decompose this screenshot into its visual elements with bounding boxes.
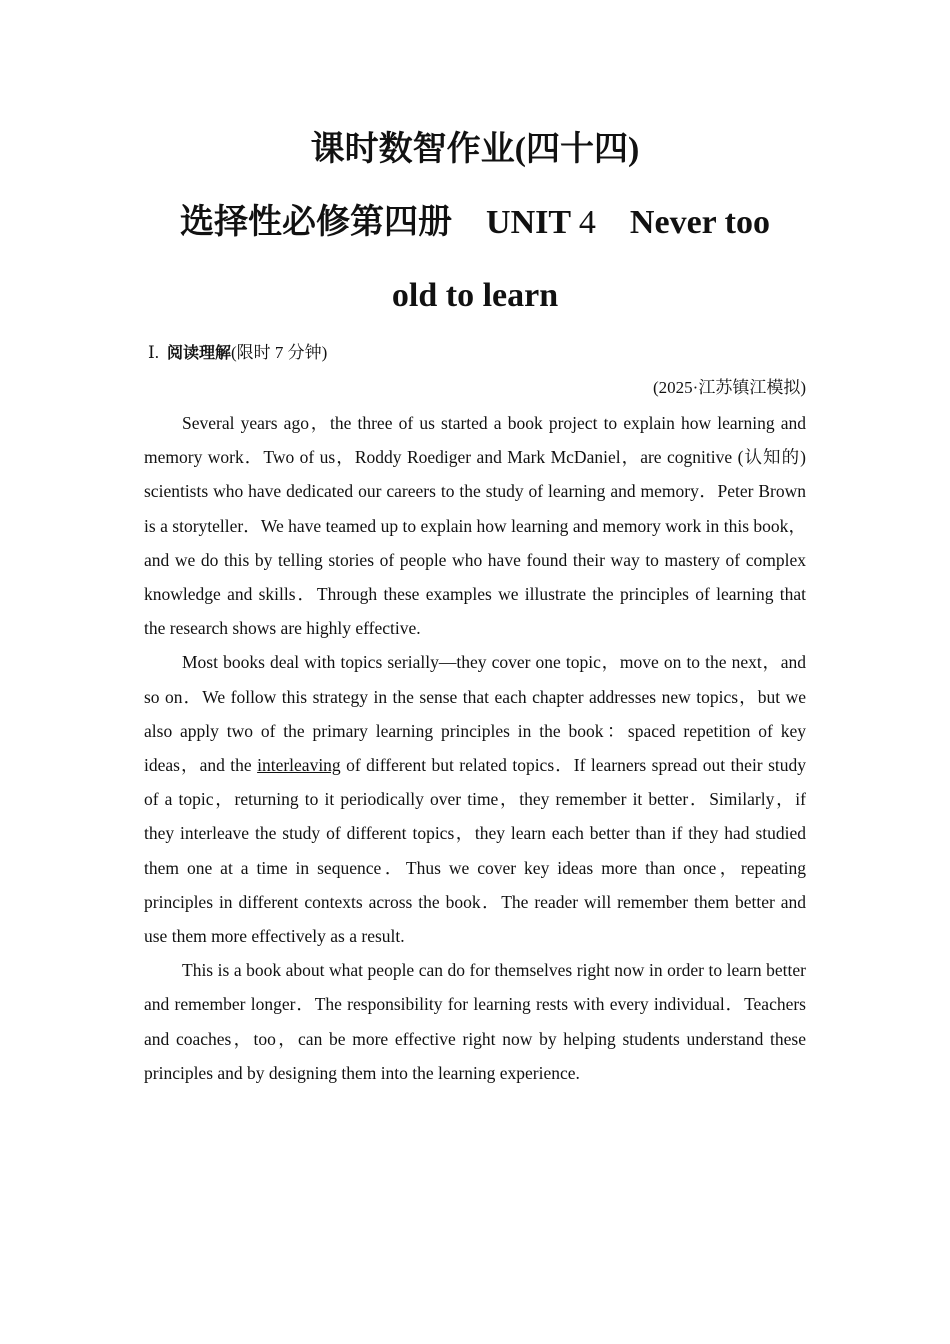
unit-name-part2: old to learn: [391, 277, 559, 314]
section-heading: [144, 338, 806, 368]
textbook-name: 选择性必修第四册: [180, 204, 453, 241]
homework-title: 课时数智作业(四十四): [310, 131, 640, 168]
paragraph-2-text-end: of different but related topics．If learners spread out their study of a topic，returning to it periodically over time，they remember it better．Similarly，if they interleave the study of different topics，they learn each better than if they had studied them one at a time in sequence．Thus we cover key ideas more than once，repeating principles in different contexts across the book．The reader will remember them better and use them more effectively as a result.: [144, 755, 806, 947]
unit-name-part1: Never too: [629, 204, 770, 241]
reading-section: [144, 338, 806, 1090]
passage-paragraph-3: This is a book about what people can do for themselves right now in order to learn better and remember longer．The responsibility for learning rests with every individual．Teachers and coaches，too，can be more effective right now by helping students understand these principles and by designing them into the learning experience.: [144, 960, 806, 1083]
passage-paragraph-1: Several years ago，the three of us started a book project to explain how learning and memory work．Two of us，Roddy Roediger and Mark McDaniel，are cognitive (认知的) scientists who have dedicated our careers to the study of learning and memory．Peter Brown is a storyteller．We have teamed up to explain how learning and memory work in this book，and we do this by telling stories of people who have found their way to mastery of complex knowledge and skills．Through these examples we illustrate the principles of learning that the research shows are highly effective.: [144, 413, 806, 639]
section-name: 阅读理解: [166, 343, 231, 362]
paragraph-2-text-start: Most books deal with topics serially—they cover one topic，move on to the next，and so on．We follow this strategy in the sense that each chapter addresses new topics，but we also apply two of the primary learning principles in the book：spaced repetition of key ideas，and the: [144, 652, 806, 776]
section-number: Ⅰ.: [148, 343, 159, 362]
unit-number: 4: [578, 204, 596, 241]
unit-title-line: [0, 203, 950, 243]
passage-paragraph-2: [144, 645, 806, 953]
source-note: (2025·江苏镇江模拟): [653, 378, 806, 397]
underlined-word: interleaving: [257, 755, 341, 776]
time-limit-note: (限时 7 分钟): [230, 343, 328, 362]
unit-label: UNIT: [486, 204, 571, 241]
